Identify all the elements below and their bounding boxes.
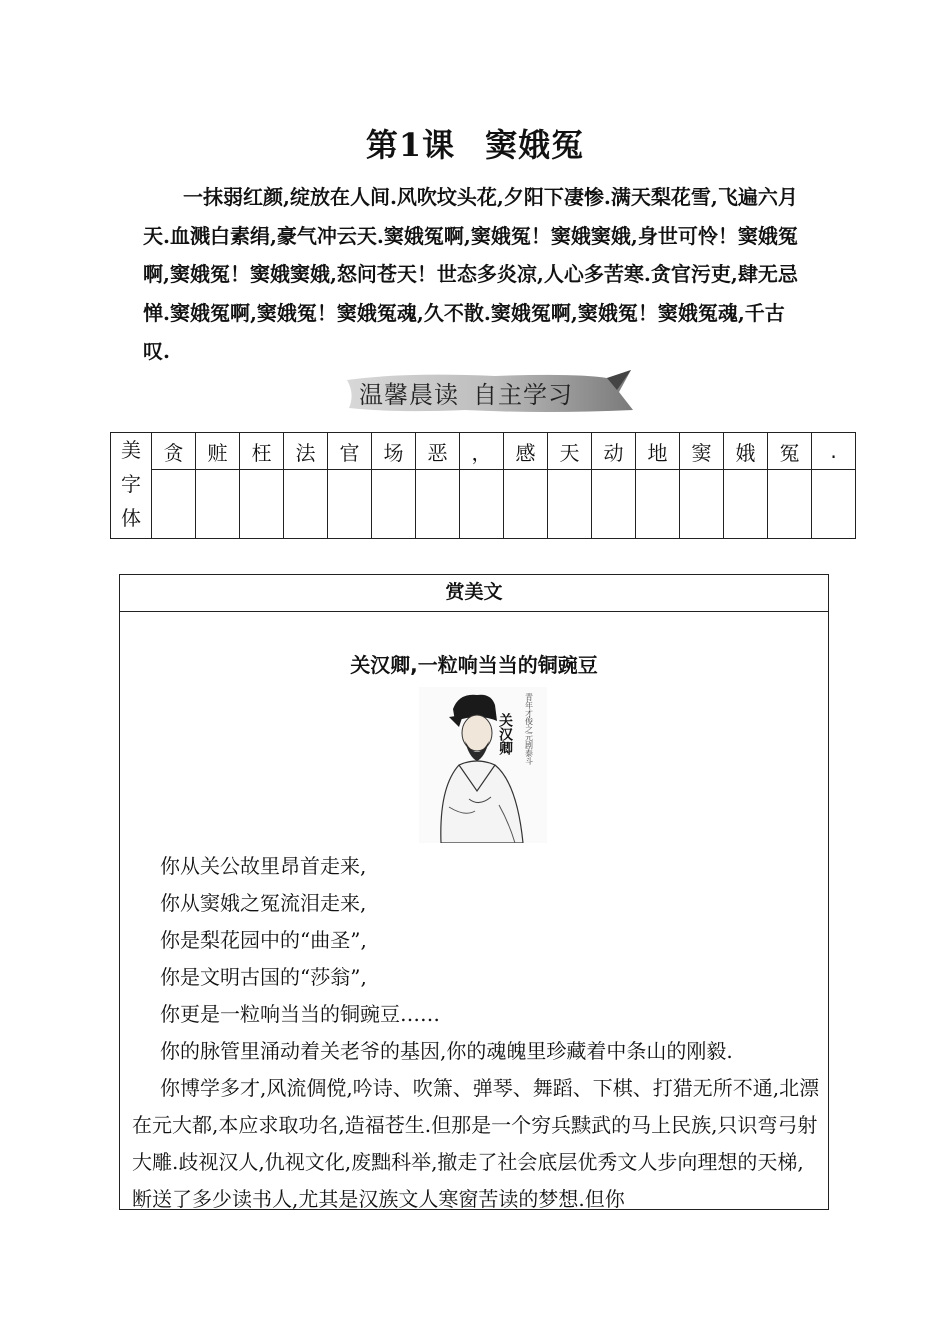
- poem-line: 你从关公故里昂首走来,: [160, 854, 367, 878]
- practice-cell[interactable]: [812, 470, 856, 539]
- practice-cell[interactable]: [724, 470, 768, 539]
- banner-text-part1: 温馨晨读: [359, 381, 459, 409]
- practice-cell[interactable]: [636, 470, 680, 539]
- char-cell: .: [812, 433, 856, 470]
- poem-line: 你是梨花园中的“曲圣”,: [160, 928, 367, 952]
- label-char: 体: [121, 506, 141, 530]
- lesson-name: 窦娥冤: [485, 126, 585, 164]
- poem: [160, 848, 820, 1070]
- char-cell: 法: [284, 433, 328, 470]
- poem-line: 你是文明古国的“莎翁”,: [160, 965, 367, 989]
- lesson-title: [0, 120, 950, 166]
- banner-text: [359, 375, 573, 410]
- practice-cell[interactable]: [504, 470, 548, 539]
- portrait-name-text: 关汉卿: [497, 713, 513, 755]
- practice-cell[interactable]: [416, 470, 460, 539]
- lesson-number: 第1课: [365, 126, 456, 164]
- label-char: 美: [121, 438, 141, 462]
- char-cell: ，: [460, 433, 504, 470]
- section-banner: [345, 370, 635, 414]
- article-paragraph: 你博学多才,风流倜傥,吟诗、吹箫、弹琴、舞蹈、下棋、打猎无所不通,北漂在元大都,本应求取功名,造福苍生.但那是一个穷兵黩武的马上民族,只识弯弓射大雕.歧视汉人,仇视文化,废黜科举,撤走了社会底层优秀文人步向理想的天梯,断送了多少读书人,尤其是汉族文人寒窗苦读的梦想.但你: [132, 1076, 820, 1211]
- reading-box: [119, 574, 829, 1210]
- portrait-caption-text: 青年才俊之元剧泰斗: [524, 693, 534, 765]
- char-cell: 官: [328, 433, 372, 470]
- practice-cell[interactable]: [152, 470, 196, 539]
- practice-row: [111, 470, 856, 539]
- char-cell: 地: [636, 433, 680, 470]
- intro-section: [143, 178, 811, 371]
- practice-cell[interactable]: [284, 470, 328, 539]
- practice-cell[interactable]: [592, 470, 636, 539]
- poem-line: 你更是一粒响当当的铜豌豆……: [160, 1002, 440, 1026]
- practice-cell[interactable]: [240, 470, 284, 539]
- intro-paragraph: 一抹弱红颜,绽放在人间.风吹坟头花,夕阳下凄惨.满天梨花雪,飞遍六月天.血溅白素绢,豪气冲云天.窦娥冤啊,窦娥冤！窦娥窦娥,身世可怜！窦娥冤啊,窦娥冤！窦娥窦娥,怒问苍天！世态多炎凉,人心多苦寒.贪官污吏,肆无忌惮.窦娥冤啊,窦娥冤！窦娥冤魂,久不散.窦娥冤啊,窦娥冤！窦娥冤魂,千古叹.: [143, 185, 798, 363]
- label-char: 字: [121, 472, 141, 496]
- table-label-cell: [111, 433, 152, 539]
- char-cell: 冤: [768, 433, 812, 470]
- practice-cell[interactable]: [460, 470, 504, 539]
- practice-cell[interactable]: [768, 470, 812, 539]
- practice-cell[interactable]: [548, 470, 592, 539]
- practice-cell[interactable]: [328, 470, 372, 539]
- char-cell: 窦: [680, 433, 724, 470]
- banner-text-part2: 自主学习: [473, 381, 573, 409]
- char-cell: 娥: [724, 433, 768, 470]
- practice-cell[interactable]: [680, 470, 724, 539]
- char-cell: 赃: [196, 433, 240, 470]
- practice-cell[interactable]: [196, 470, 240, 539]
- char-cell: 恶: [416, 433, 460, 470]
- char-cell: 场: [372, 433, 416, 470]
- char-cell: 动: [592, 433, 636, 470]
- article-title: 关汉卿,一粒响当当的铜豌豆: [350, 653, 598, 677]
- poem-line: 你的脉管里涌动着关老爷的基因,你的魂魄里珍藏着中条山的刚毅.: [160, 1039, 733, 1063]
- portrait-guanhanqing: [419, 687, 547, 843]
- article-body: [132, 1070, 820, 1218]
- poem-line: 你从窦娥之冤流泪走来,: [160, 891, 367, 915]
- calligraphy-table: [110, 432, 856, 539]
- reading-box-header: 赏美文: [120, 575, 828, 612]
- char-cell: 天: [548, 433, 592, 470]
- practice-cell[interactable]: [372, 470, 416, 539]
- char-cell: 贪: [152, 433, 196, 470]
- char-row: [111, 433, 856, 470]
- char-cell: 感: [504, 433, 548, 470]
- char-cell: 枉: [240, 433, 284, 470]
